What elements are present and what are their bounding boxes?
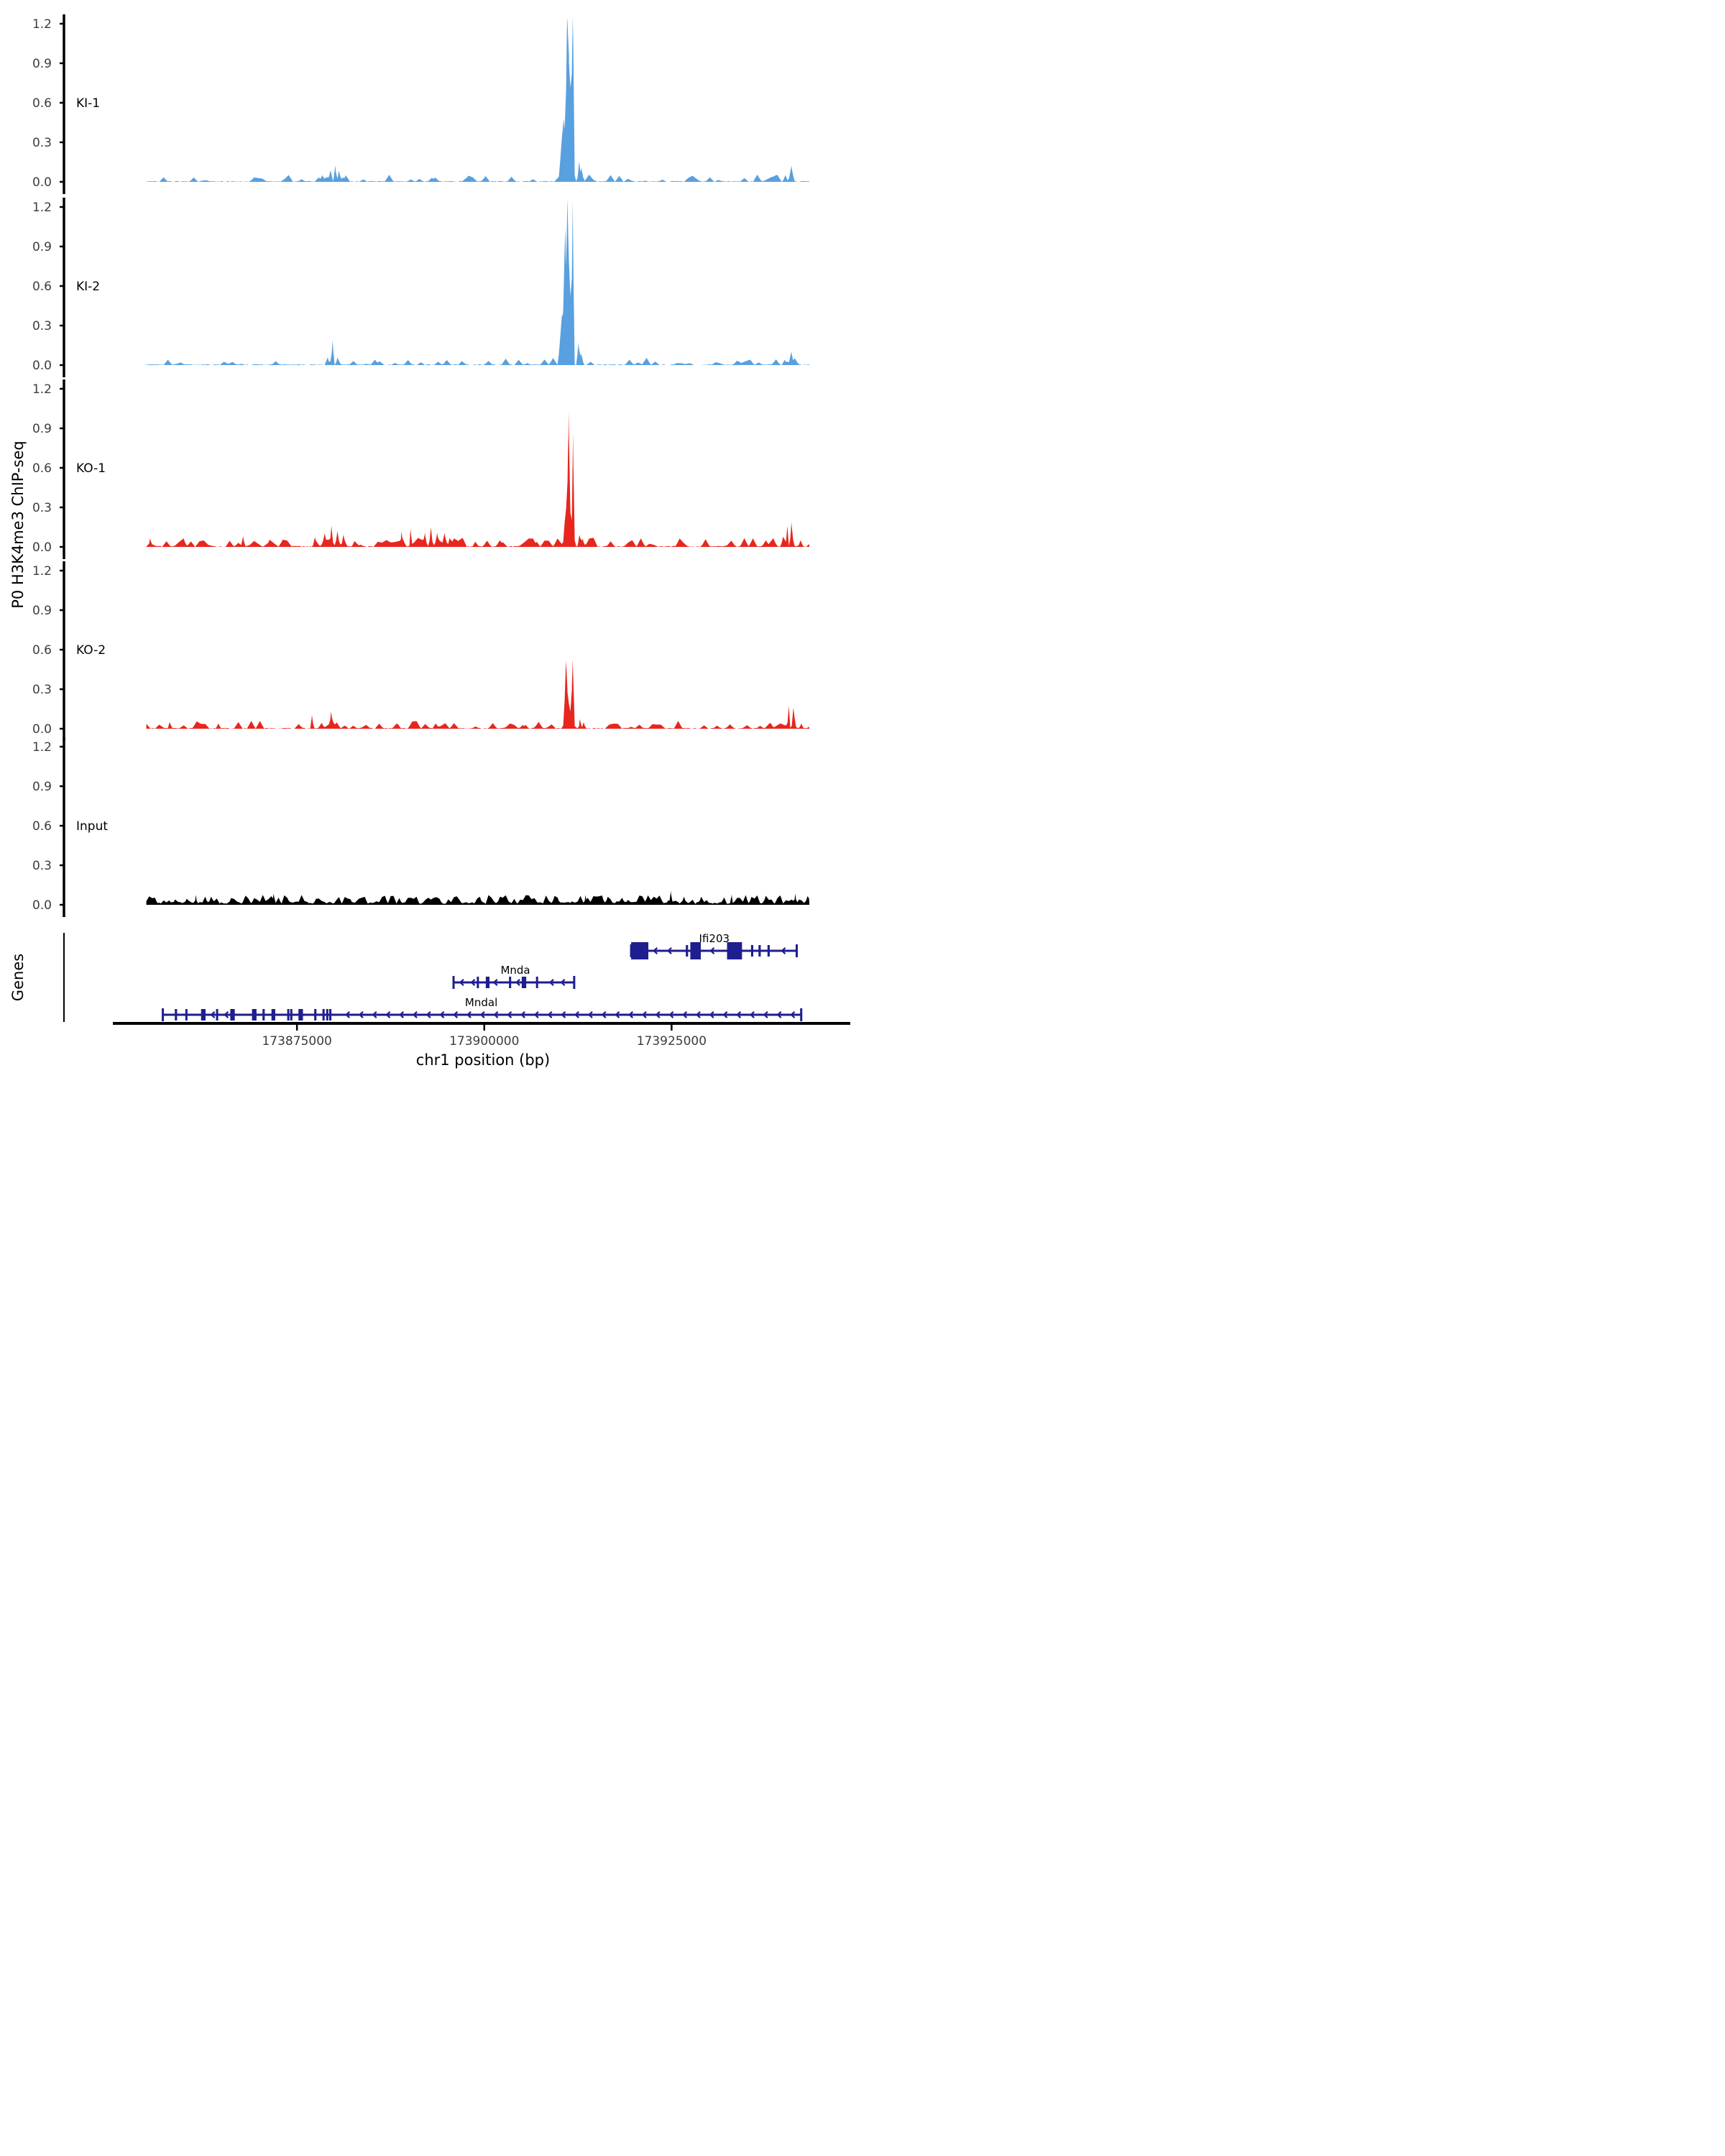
gene-exon	[768, 945, 770, 957]
gene-label-Mndal: Mndal	[464, 996, 498, 1009]
y-tick-label: 0.6	[32, 819, 52, 834]
y-tick-label: 0.3	[32, 136, 52, 151]
y-tick-label: 1.2	[32, 201, 52, 216]
y-tick	[60, 507, 64, 509]
gene-exon	[477, 977, 479, 988]
chipseq-genome-browser-figure	[0, 0, 862, 1078]
track-label-KI-2: KI-2	[76, 280, 101, 295]
y-tick-label: 0.6	[32, 96, 52, 111]
gene-exon	[216, 1009, 218, 1021]
y-tick-label: 0.6	[32, 461, 52, 476]
y-tick-label: 0.0	[32, 898, 52, 913]
x-axis-line	[113, 1022, 850, 1025]
y-tick-label: 0.0	[32, 540, 52, 555]
y-tick	[60, 23, 64, 24]
y-tick	[60, 388, 64, 390]
gene-Mndal	[162, 996, 802, 1021]
y-tick	[60, 728, 64, 730]
y-tick-label: 0.9	[32, 604, 52, 619]
y-tick-label: 1.2	[32, 382, 52, 397]
genes-panel-title: Genes	[9, 953, 27, 1002]
y-tick	[60, 325, 64, 327]
gene-exon	[522, 977, 526, 988]
y-tick-label: 0.6	[32, 280, 52, 295]
track-KO-1	[32, 379, 809, 559]
y-tick	[60, 428, 64, 430]
gene-body-line	[631, 950, 796, 952]
gene-exon	[252, 1009, 257, 1021]
y-tick-label: 0.3	[32, 501, 52, 516]
gene-exon	[329, 1009, 331, 1021]
y-tick-label: 0.9	[32, 57, 52, 72]
gene-exon	[509, 977, 511, 988]
track-Input	[32, 737, 809, 917]
genes-axis-line	[63, 933, 65, 1022]
gene-label-Ifi203: Ifi203	[699, 932, 730, 945]
gene-exon	[536, 977, 538, 988]
track-KI-1	[32, 14, 809, 194]
y-tick-label: 0.6	[32, 643, 52, 658]
y-tick	[60, 285, 64, 287]
y-tick	[60, 142, 64, 144]
y-tick-label: 1.2	[32, 17, 52, 32]
signal-area-KI-2	[147, 201, 810, 365]
gene-exon	[201, 1009, 206, 1021]
x-tick-label: 173900000	[449, 1034, 520, 1049]
x-axis-group	[113, 1022, 850, 1049]
y-tick	[60, 181, 64, 183]
gene-terminal-bar	[453, 976, 455, 989]
y-tick-label: 0.0	[32, 175, 52, 190]
gene-terminal-bar	[162, 1008, 164, 1021]
x-tick	[484, 1025, 486, 1031]
y-tick-label: 1.2	[32, 564, 52, 579]
y-tick-label: 0.3	[32, 683, 52, 698]
gene-exon	[272, 1009, 275, 1021]
track-KO-2	[32, 561, 809, 741]
gene-terminal-bar	[796, 944, 798, 957]
y-tick-label: 0.3	[32, 319, 52, 334]
y-tick	[60, 570, 64, 572]
track-label-KO-2: KO-2	[76, 643, 106, 658]
track-label-KO-1: KO-1	[76, 461, 106, 476]
y-tick	[60, 688, 64, 691]
y-tick	[60, 904, 64, 906]
y-tick-label: 0.9	[32, 240, 52, 255]
y-tick	[60, 825, 64, 827]
gene-exon	[758, 945, 760, 957]
track-KI-2	[32, 198, 809, 377]
y-tick	[60, 786, 64, 788]
y-tick-label: 0.3	[32, 859, 52, 874]
signal-area-KO-1	[147, 411, 810, 547]
y-tick-label: 0.9	[32, 780, 52, 795]
gene-label-Mnda: Mnda	[500, 964, 530, 977]
y-tick-label: 0.0	[32, 722, 52, 737]
y-axis-line	[63, 561, 65, 741]
y-tick	[60, 364, 64, 367]
gene-exon	[290, 1009, 293, 1021]
y-axis-line	[63, 379, 65, 559]
gene-exon	[686, 945, 688, 957]
y-tick-label: 0.9	[32, 422, 52, 437]
gene-exon	[751, 945, 753, 957]
gene-Mnda	[453, 964, 576, 989]
y-tick-label: 1.2	[32, 740, 52, 755]
gene-Ifi203	[630, 932, 798, 959]
track-label-KI-1: KI-1	[76, 96, 101, 111]
y-tick	[60, 102, 64, 104]
y-tick	[60, 206, 64, 208]
gene-exon	[486, 977, 489, 988]
y-tick	[60, 546, 64, 548]
y-tick	[60, 609, 64, 612]
signal-area-KO-2	[147, 659, 810, 729]
track-label-Input: Input	[76, 819, 109, 834]
gene-exon	[185, 1009, 188, 1021]
genes-panel-group	[63, 932, 802, 1022]
gene-exon	[175, 1009, 177, 1021]
y-tick-label: 0.0	[32, 359, 52, 373]
gene-exon	[230, 1009, 234, 1021]
x-tick-label: 173925000	[636, 1034, 707, 1049]
gene-exon	[323, 1009, 325, 1021]
figure-canvas	[0, 0, 862, 1078]
y-tick	[60, 63, 64, 65]
gene-terminal-bar	[573, 976, 575, 989]
y-tick	[60, 865, 64, 867]
gene-exon	[262, 1009, 264, 1021]
y-tick	[60, 467, 64, 469]
signal-area-KI-1	[147, 17, 810, 182]
y-axis-title: P0 H3K4me3 ChIP-seq	[9, 441, 27, 609]
x-tick	[296, 1025, 298, 1031]
signal-area-Input	[147, 891, 810, 906]
y-tick	[60, 746, 64, 748]
y-axis-line	[63, 198, 65, 377]
y-axis-line	[63, 737, 65, 917]
gene-exon	[298, 1009, 303, 1021]
x-axis-title: chr1 position (bp)	[415, 1051, 551, 1069]
gene-exon	[314, 1009, 316, 1021]
x-tick-label: 173875000	[262, 1034, 332, 1049]
signal-tracks-group	[32, 14, 809, 917]
y-axis-line	[63, 14, 65, 194]
gene-exon	[631, 942, 648, 959]
gene-exon	[288, 1009, 290, 1021]
gene-exon	[326, 1009, 328, 1021]
y-tick	[60, 246, 64, 248]
y-tick	[60, 649, 64, 651]
x-tick	[671, 1025, 673, 1031]
gene-terminal-bar	[800, 1008, 802, 1021]
